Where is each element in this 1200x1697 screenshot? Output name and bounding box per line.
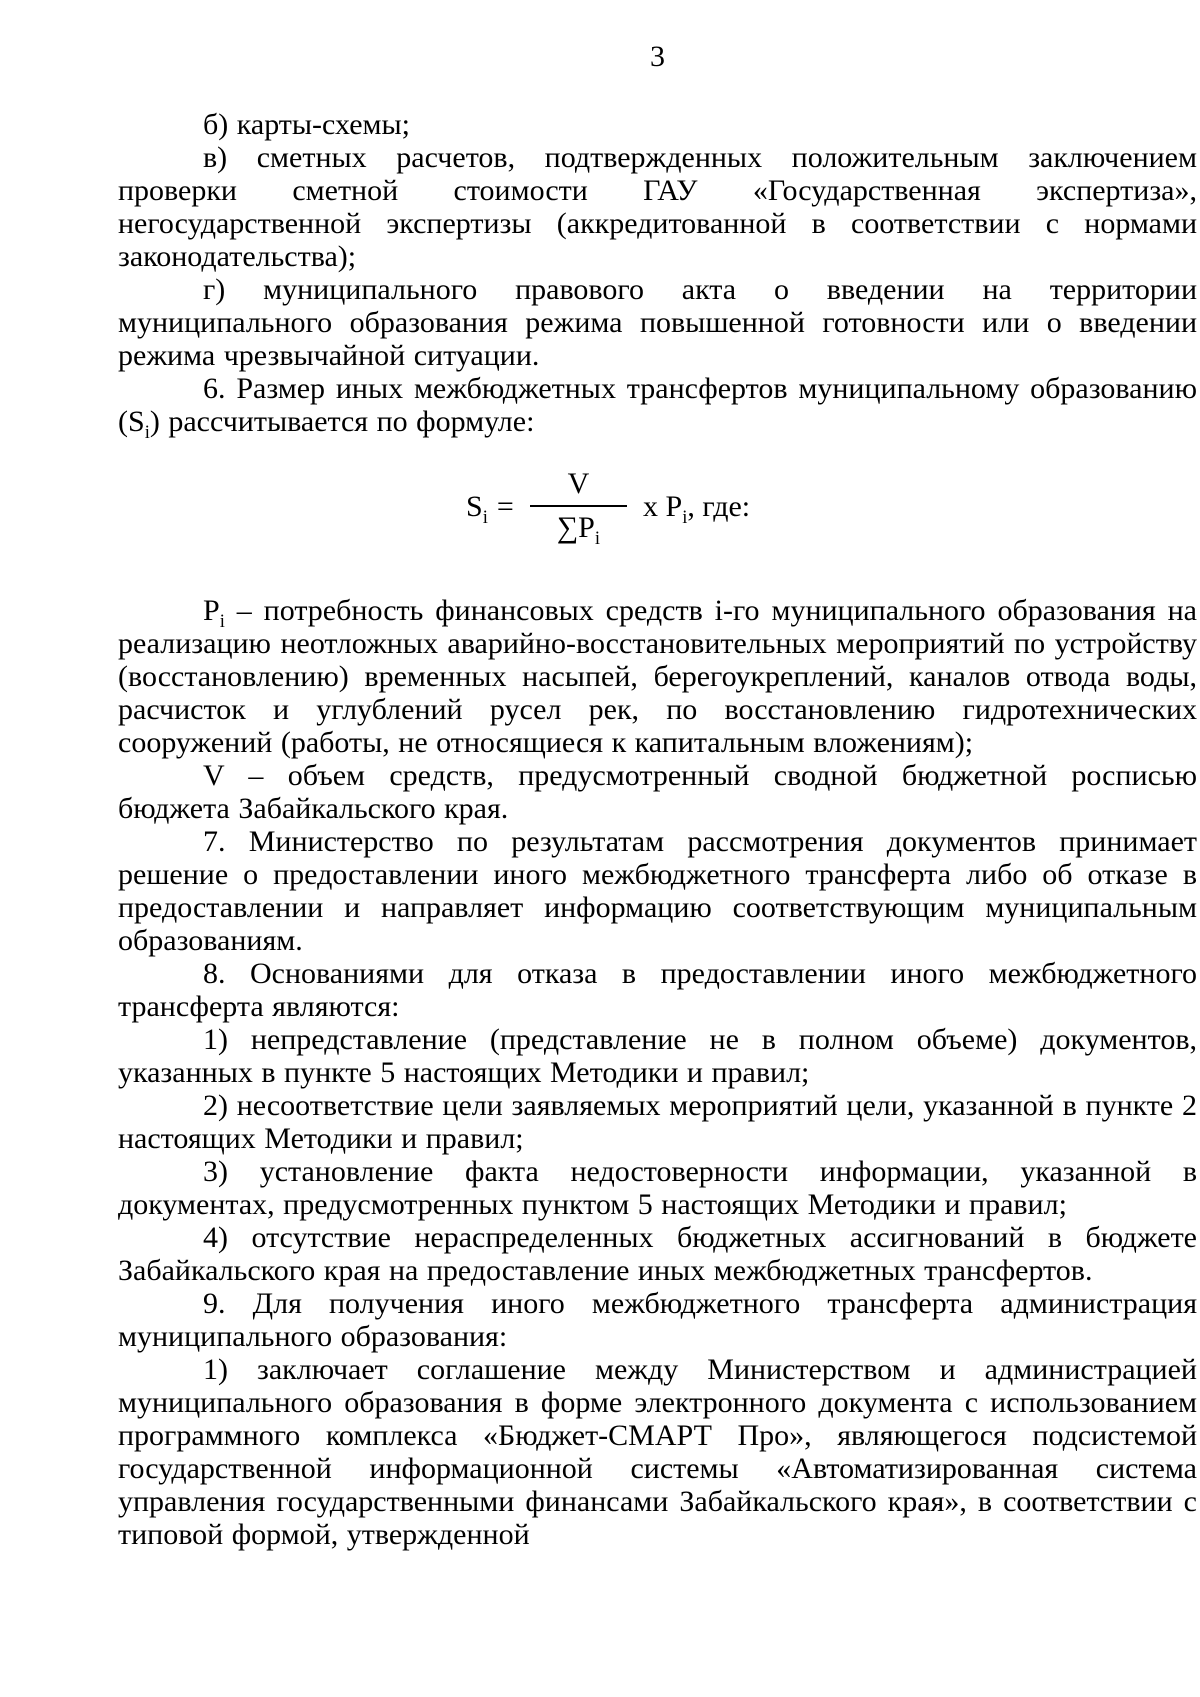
formula-rhs — [643, 490, 751, 528]
document-paragraph: б) карты-схемы; — [203, 108, 411, 141]
formula-fraction — [530, 467, 627, 549]
document-paragraph: 9. Для получения иного межбюджетного трансферта администрация муниципального образования: — [118, 1287, 1197, 1353]
paragraphs-before-formula — [118, 108, 1197, 443]
formula — [118, 467, 1197, 549]
formula-denominator — [530, 505, 627, 549]
document-paragraph: 4) отсутствие нераспределенных бюджетных ассигнований в бюджете Забайкальского края на предоставление иных межбюджетных трансфертов. — [118, 1221, 1197, 1287]
document-paragraph: г) муниципального правового акта о введении на территории муниципального образования режима повышенной готовности или о введении режима чрезвычайной ситуации. — [118, 273, 1197, 372]
document-paragraph: 2) несоответствие цели заявляемых мероприятий цели, указанной в пункте 2 настоящих Методики и правил; — [118, 1089, 1197, 1155]
formula-equals-sign: = — [496, 490, 514, 523]
formula-rhs-tail: , где: — [687, 490, 751, 523]
document-paragraph: 1) непредставление (представление не в полном объеме) документов, указанных в пункте 5 настоящих Методики и правил; — [118, 1023, 1197, 1089]
formula-denominator-subscript: i — [594, 528, 601, 549]
document-paragraph: в) сметных расчетов, подтвержденных положительным заключением проверки сметной стоимости ГАУ «Государственная экспертиза», негосударственной экспертизы (аккредитованной в соответствии с нормами законодательства); — [118, 141, 1197, 273]
inline-subscript: i — [219, 611, 225, 632]
document-paragraph: 3) установление факта недостоверности информации, указанной в документах, предусмотренных пунктом 5 настоящих Методики и правил; — [118, 1155, 1197, 1221]
document-paragraph: 1) заключает соглашение между Министерством и администрацией муниципального образования в форме электронного документа с использованием программного комплекса «Бюджет-СМАРТ Про», являющегося подсистемой государственной информационной системы «Автоматизированная система управления государственными финансами Забайкальского края», в соответствии с типовой формой, утвержденной — [118, 1353, 1197, 1551]
inline-subscript: i — [144, 422, 150, 443]
document-paragraph: 6. Размер иных межбюджетных трансфертов муниципальному образованию $(S_i)$ рассчитывается по формуле: — [118, 372, 1197, 443]
formula-lhs-base: S — [466, 490, 483, 523]
page-number: 3 — [650, 40, 665, 73]
formula-denominator-base: ∑P — [556, 511, 595, 544]
formula-numerator: V — [567, 467, 590, 500]
formula-rhs-base: x P — [643, 490, 683, 523]
document-paragraph: V – объем средств, предусмотренный сводной бюджетной росписью бюджета Забайкальского края. — [118, 759, 1197, 825]
formula-rhs-subscript: i — [682, 507, 688, 528]
paragraphs-after-formula — [118, 594, 1197, 1551]
formula-lhs-subscript: i — [482, 507, 488, 528]
document-paragraph: 7. Министерство по результатам рассмотрения документов принимает решение о предоставлении иного межбюджетного трансферта либо об отказе в предоставлении и направляет информацию соответствующим муниципальным образованиям. — [118, 825, 1197, 957]
formula-lhs — [466, 490, 514, 528]
document-paragraph: 8. Основаниями для отказа в предоставлении иного межбюджетного трансферта являются: — [118, 957, 1197, 1023]
document-paragraph: $Р_i$ – потребность финансовых средств i-го муниципального образования на реализацию неотложных аварийно-восстановительных мероприятий по устройству (восстановлению) временных насыпей, берегоукреплений, каналов отвода воды, расчисток и углублений русел рек, по восстановлению гидротехнических сооружений (работы, не относящиеся к капитальным вложениям); — [118, 594, 1197, 759]
document-body — [118, 108, 1197, 1551]
